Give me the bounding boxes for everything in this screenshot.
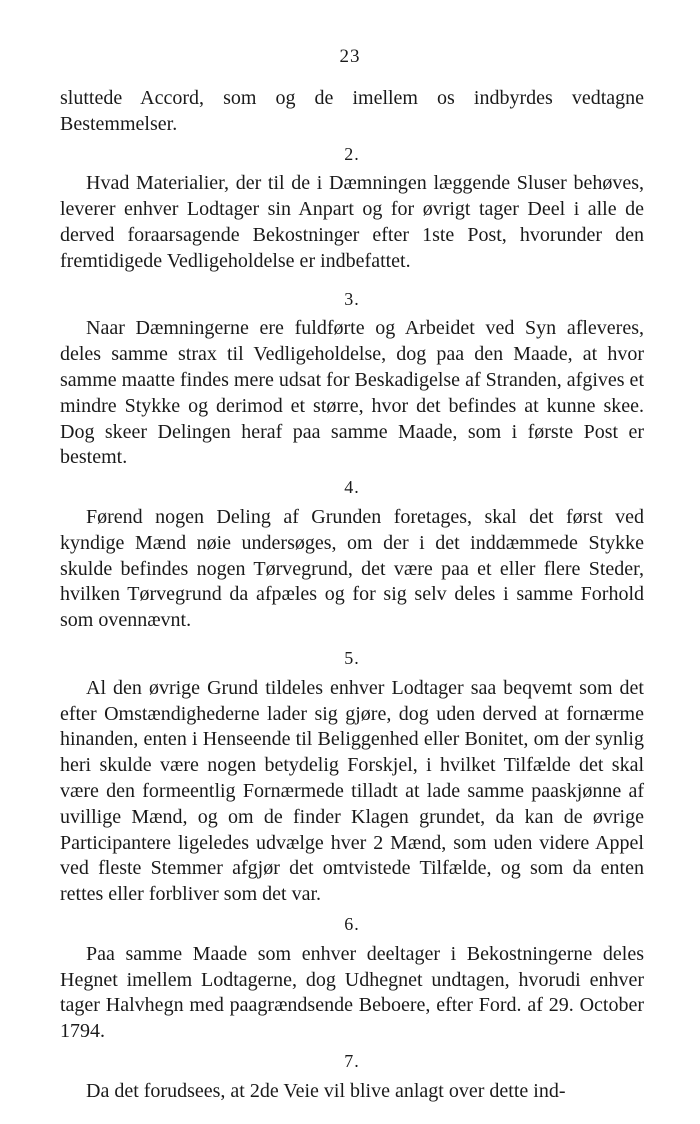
section-paragraph: Førend nogen Deling af Grunden foretages, skal det først ved kyndige Mænd nøie undersøges, om der i det inddæmmede Stykke skulde befindes nogen Tørvegrund, det være paa et eller flere Steder, hvilken Tørvegrund da afpæles og for sig selv deles i samme Forhold som ovennævnt. (60, 505, 644, 632)
section-number: 5. (344, 647, 360, 668)
section-paragraph: Paa samme Maade som enhver deeltager i Bekostningerne deles Hegnet imellem Lodtagerne, dog Udhegnet undtagen, hvorudi enhver tager Halvhegn med paagrændsende Beboere, efter Ford. af 29. October 1794. (60, 942, 644, 1043)
body-text (60, 86, 644, 1104)
section-number: 2. (344, 143, 360, 164)
section-paragraph: Da det forudsees, at 2de Veie vil blive anlagt over dette ind- (86, 1079, 566, 1102)
intro-paragraph: sluttede Accord, som og de imellem os indbyrdes vedtagne Bestemmelser. (60, 87, 644, 135)
section-number: 6. (344, 913, 360, 934)
section-paragraph: Hvad Materialier, der til de i Dæmningen læggende Sluser behøves, leverer enhver Lodtager sin Anpart og for øvrigt tager Deel i alle de derved foraarsagende Bekostninger efter 1ste Post, hvorunder den fremtidigede Vedligeholdelse er indbefattet. (60, 172, 644, 272)
section-number: 4. (344, 477, 360, 498)
section-paragraph: Naar Dæmningerne ere fuldførte og Arbeidet ved Syn afleveres, deles samme strax til Vedligeholdelse, dog paa den Maade, at hvor samme maatte findes mere udsat for Beskadigelse af Stranden, afgives et mindre Stykke og derimod et større, hvor det befindes at kunne skee. Dog skeer Delingen heraf paa samme Maade, som i første Post er bestemt. (60, 317, 644, 469)
page-number: 23 (339, 46, 361, 67)
section-number: 7. (344, 1050, 360, 1071)
section-number: 3. (344, 288, 360, 309)
section-paragraph: Al den øvrige Grund tildeles enhver Lodtager saa beqvemt som det efter Omstændighederne lader sig gjøre, dog uden derved at fornærme hinanden, enten i Henseende til Beliggenhed eller Bonitet, om der synlig heri skulde være nogen betydelig Forskjel, i hvilket Tilfælde det skal være den formeentlig Fornærmede tilladt at lade samme paaskjønne af uvillige Mænd, og om de finder Klagen grundet, da kan de øvrige Participantere ligeledes udvælge hver 2 Mænd, som uden videre Appel ved fleste Stemmer afgjør det omtvistede Tilfælde, og som da enten rettes eller forbliver som det var. (60, 676, 644, 906)
